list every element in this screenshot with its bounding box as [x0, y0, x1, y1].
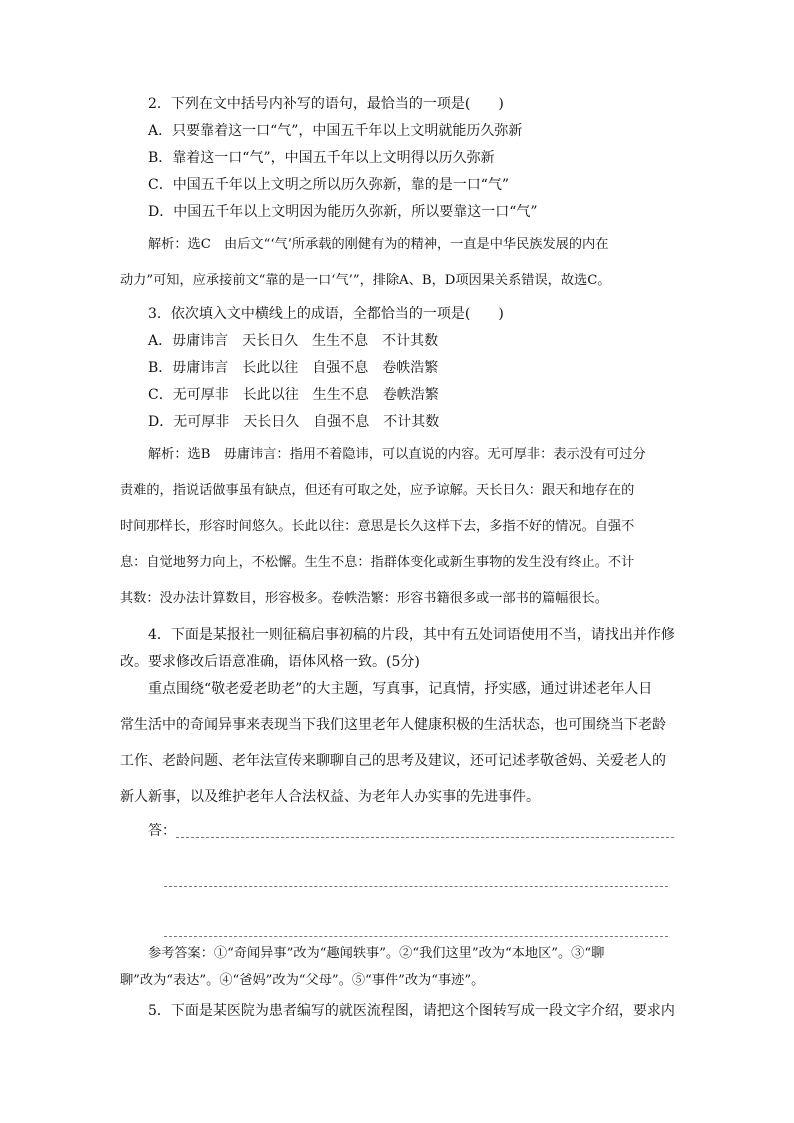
question-3-option-a: A．毋庸讳言 天长日久 生生不息 不计其数 — [148, 333, 439, 349]
question-4-passage-line: 工作、老龄问题、老年法宣传来聊聊自己的思考及建议，还可记述孝敬爸妈、关爱老人的 — [120, 753, 666, 769]
question-2-stem: 2．下列在文中括号内补写的语句，最恰当的一项是( ) — [148, 96, 504, 112]
question-5-stem: 5．下面是某医院为患者编写的就医流程图，请把这个图转写成一段文字介绍，要求内 — [148, 1003, 675, 1019]
question-2-option-c: C．中国五千年以上文明之所以历久弥新，靠的是一口“气” — [148, 177, 510, 193]
question-3-explanation-line: 时间那样长，形容时间悠久。长此以往：意思是长久这样下去，多指不好的情况。自强不 — [120, 519, 635, 534]
question-2-explanation-line: 解析：选C 由后文“‘气’所承载的刚健有为的精神，一直是中华民族发展的内在 — [148, 237, 609, 252]
answer-blank-line[interactable] — [164, 886, 668, 887]
question-2-option-b: B．靠着这一口“气”，中国五千年以上文明得以历久弥新 — [148, 150, 495, 166]
question-4-reference-answer: 参考答案：①“奇闻异事”改为“趣闻轶事”。②“我们这里”改为“本地区”。③“聊 — [148, 946, 605, 961]
question-4-reference-answer: 聊”改为“表达”。④“爸妈”改为“父母”。⑤“事件”改为“事迹”。 — [120, 973, 485, 988]
question-3-option-c: C．无可厚非 长此以往 生生不息 卷帙浩繁 — [148, 387, 439, 403]
question-3-stem: 3．依次填入文中横线上的成语，全都恰当的一项是( ) — [148, 306, 504, 322]
question-2-explanation-line: 动力”可知，应承接前文“靠的是一口‘气’”，排除A、B，D项因果关系错误，故选C。 — [120, 273, 611, 288]
answer-blank-line[interactable] — [176, 837, 674, 838]
question-2-option-a: A．只要靠着这一口“气”，中国五千年以上文明就能历久弥新 — [148, 123, 523, 139]
question-3-option-b: B．毋庸讳言 长此以往 自强不息 卷帙浩繁 — [148, 360, 439, 376]
question-3-explanation-line: 其数：没办法计算数目，形容极多。卷帙浩繁：形容书籍很多或一部书的篇幅很长。 — [120, 591, 608, 606]
question-3-explanation-line: 解析：选B 毋庸讳言：指用不着隐讳，可以直说的内容。无可厚非：表示没有可过分 — [148, 447, 646, 462]
answer-blank-line[interactable] — [164, 936, 668, 937]
answer-label: 答： — [148, 823, 176, 839]
question-4-passage-line: 重点围绕“敬老爱老助老”的大主题，写真事，记真情，抒实感，通过讲述老年人日 — [148, 681, 653, 697]
question-4-passage-line: 新人新事，以及维护老年人合法权益、为老年人办实事的先进事件。 — [120, 789, 540, 805]
question-4-stem: 4．下面是某报社一则征稿启事初稿的片段，其中有五处词语使用不当，请找出并作修 — [148, 627, 675, 643]
question-3-option-d: D．无可厚非 天长日久 自强不息 不计其数 — [148, 414, 440, 430]
question-3-explanation-line: 息：自觉地努力向上，不松懈。生生不息：指群体变化或新生事物的发生没有终止。不计 — [120, 555, 635, 570]
question-3-explanation-line: 责难的，指说话做事虽有缺点，但还有可取之处，应予谅解。天长日久：跟天和地存在的 — [120, 483, 635, 498]
question-2-option-d: D．中国五千年以上文明因为能历久弥新，所以要靠这一口“气” — [148, 204, 538, 220]
question-4-stem: 改。要求修改后语意准确，语体风格一致。(5分) — [120, 654, 420, 670]
question-4-passage-line: 常生活中的奇闻异事来表现当下我们这里老年人健康积极的生活状态，也可围绕当下老龄 — [120, 717, 666, 733]
